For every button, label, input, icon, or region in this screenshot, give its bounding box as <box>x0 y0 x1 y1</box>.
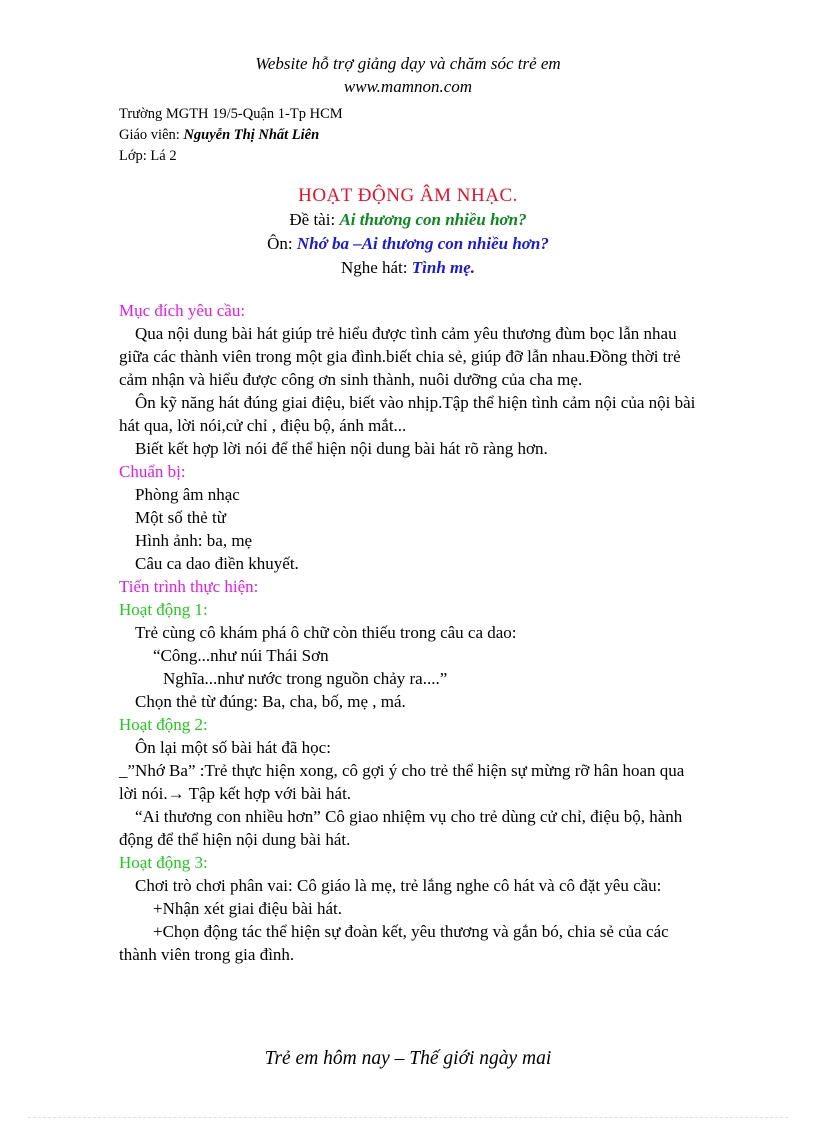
activity-2-paragraph-2: _”Nhớ Ba” :Trẻ thực hiện xong, cô gợi ý cho trẻ thể hiện sự mừng rỡ hân hoan qua lời nói.→ Tập kết hợp với bài hát. <box>119 761 685 803</box>
footer-slogan: Trẻ em hôm nay – Thế giới ngày mai <box>264 1048 552 1069</box>
verse-line-2: Nghĩa...như nước trong nguồn chảy ra....” <box>163 669 448 688</box>
header-website-line: Website hỗ trợ giảng dạy và chăm sóc trẻ em <box>255 54 561 73</box>
lesson-title-block <box>0 184 816 280</box>
school-info <box>119 104 343 167</box>
review-line <box>0 232 816 256</box>
school-line: Trường MGTH 19/5-Quận 1-Tp HCM <box>119 106 343 122</box>
activity-1-heading: Hoạt động 1: <box>119 600 208 619</box>
header-url: www.mamnon.com <box>343 77 473 96</box>
verse-line-1: “Công...như núi Thái Sơn <box>153 646 329 665</box>
prep-item: Câu ca dao điền khuyết. <box>135 554 299 573</box>
prep-item: Một số thẻ từ <box>135 508 226 527</box>
listen-line <box>0 256 816 280</box>
activity-3-paragraph-2: +Nhận xét giai điệu bài hát. <box>153 899 342 918</box>
activity-1-choice: Chọn thẻ từ đúng: Ba, cha, bố, mẹ , má. <box>135 692 406 711</box>
activity-2-heading: Hoạt động 2: <box>119 715 208 734</box>
main-title: HOẠT ĐỘNG ÂM NHẠC. <box>298 185 518 206</box>
listen-label: Nghe hát: <box>340 258 408 277</box>
activity-2-paragraph-3: “Ai thương con nhiều hơn” Cô giao nhiệm vụ cho trẻ dùng cử chỉ, điệu bộ, hành động để thể hiện nội dung bài hát. <box>119 807 683 849</box>
purpose-paragraph-3: Biết kết hợp lời nói để thể hiện nội dung bài hát rõ ràng hơn. <box>135 439 548 458</box>
teacher-line <box>119 125 343 146</box>
activity-2-paragraph-1: Ôn lại một số bài hát đã học: <box>135 738 331 757</box>
teacher-label: Giáo viên: <box>119 127 180 143</box>
purpose-paragraph-1: Qua nội dung bài hát giúp trẻ hiểu được tình cảm yêu thương đùm bọc lẫn nhau giữa các thành viên trong một gia đình.biết chia sẻ, giúp đỡ lẫn nhau.Đồng thời trẻ cảm nhận và hiểu được công ơn sinh thành, nuôi dưỡng của cha mẹ. <box>119 324 681 389</box>
topic-line <box>0 208 816 232</box>
activity-3-heading: Hoạt động 3: <box>119 853 208 872</box>
prep-item: Phòng âm nhạc <box>135 485 240 504</box>
prep-item: Hình ảnh: ba, mẹ <box>135 531 253 550</box>
activity-3-paragraph-3: +Chọn động tác thể hiện sự đoàn kết, yêu thương và gắn bó, chia sẻ của các thành viên trong gia đình. <box>119 922 669 964</box>
process-heading: Tiến trình thực hiện: <box>119 577 259 596</box>
topic-name: Ai thương con nhiều hơn? <box>339 210 527 229</box>
purpose-paragraph-2: Ôn kỹ năng hát đúng giai điệu, biết vào nhịp.Tập thể hiện tình cảm nội của nội bài hát qua, lời nói,cử chỉ , điệu bộ, ánh mắt... <box>119 393 696 435</box>
teacher-name: Nguyễn Thị Nhất Liên <box>183 127 320 143</box>
listen-name: Tình mẹ. <box>411 258 476 277</box>
activity-1-paragraph: Trẻ cùng cô khám phá ô chữ còn thiếu trong câu ca dao: <box>135 623 517 642</box>
lesson-body <box>119 299 699 966</box>
purpose-heading: Mục đích yêu cầu: <box>119 301 246 320</box>
review-label: Ôn: <box>267 234 293 253</box>
footer-divider <box>28 1117 788 1118</box>
prep-heading: Chuẩn bị: <box>119 462 186 481</box>
topic-label: Đề tài: <box>289 210 336 229</box>
page-header <box>0 52 816 98</box>
review-name: Nhớ ba –Ai thương con nhiều hơn? <box>296 234 549 253</box>
activity-3-paragraph-1: Chơi trò chơi phân vai: Cô giáo là mẹ, trẻ lắng nghe cô hát và cô đặt yêu cầu: <box>135 876 662 895</box>
class-line: Lớp: Lá 2 <box>119 148 177 164</box>
